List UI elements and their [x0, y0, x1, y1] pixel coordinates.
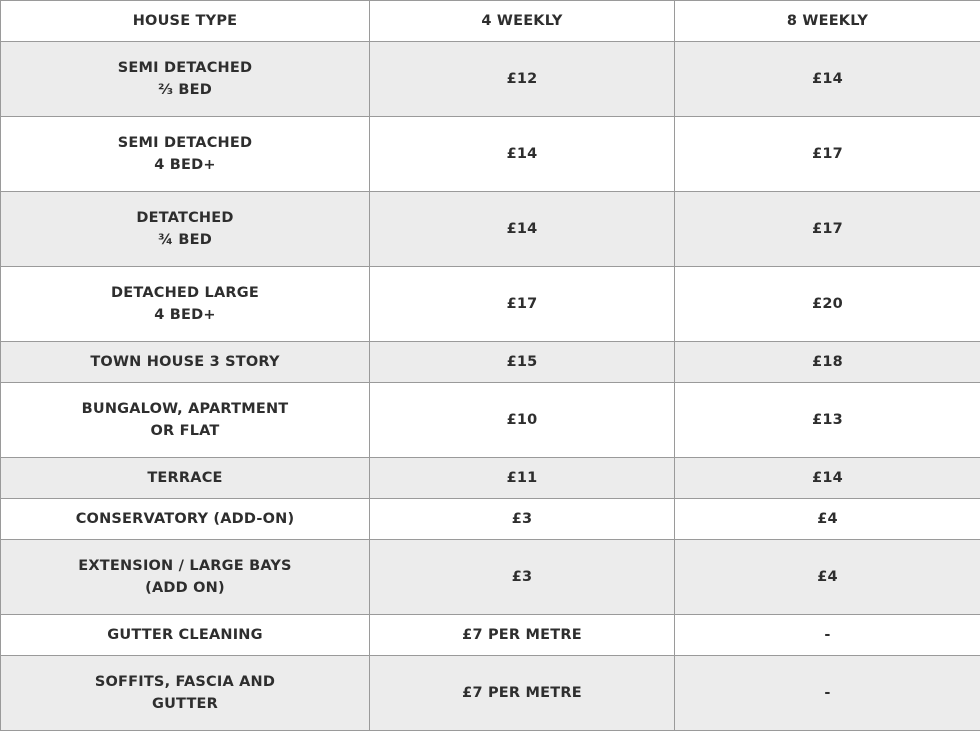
- table-row: [1, 458, 980, 499]
- table-row: [1, 499, 980, 540]
- house-type-line1: BUNGALOW, APARTMENT: [81, 401, 289, 417]
- header-row: [1, 1, 980, 42]
- price-8-weekly: £17: [675, 117, 980, 192]
- house-type-line2: 4 BED+: [154, 157, 216, 173]
- house-type-line2: ¾ BED: [157, 232, 213, 248]
- house-type-cell: [1, 383, 370, 458]
- house-type-cell: [1, 615, 370, 656]
- table-row: [1, 267, 980, 342]
- table-row: [1, 342, 980, 383]
- house-type-line1: CONSERVATORY (ADD-ON): [75, 511, 295, 527]
- house-type-line1: SEMI DETACHED: [117, 135, 253, 151]
- price-4-weekly: £15: [370, 342, 675, 383]
- house-type-line1: SOFFITS, FASCIA AND: [94, 674, 276, 690]
- price-8-weekly: £17: [675, 192, 980, 267]
- house-type-line2: OR FLAT: [150, 423, 220, 439]
- house-type-line1: SEMI DETACHED: [117, 60, 253, 76]
- price-4-weekly: £11: [370, 458, 675, 499]
- house-type-cell: [1, 192, 370, 267]
- house-type-line1: TERRACE: [147, 470, 223, 486]
- price-8-weekly: £14: [675, 458, 980, 499]
- price-4-weekly: £14: [370, 117, 675, 192]
- price-4-weekly: £14: [370, 192, 675, 267]
- header-8-weekly: 8 WEEKLY: [675, 1, 980, 42]
- price-8-weekly: £14: [675, 42, 980, 117]
- price-8-weekly: -: [675, 656, 980, 731]
- table-row: [1, 615, 980, 656]
- price-8-weekly: £4: [675, 540, 980, 615]
- house-type-cell: [1, 267, 370, 342]
- house-type-line2: GUTTER: [151, 696, 219, 712]
- house-type-cell: [1, 499, 370, 540]
- header-4-weekly: 4 WEEKLY: [370, 1, 675, 42]
- price-8-weekly: £18: [675, 342, 980, 383]
- price-4-weekly: £10: [370, 383, 675, 458]
- house-type-line2: 4 BED+: [154, 307, 216, 323]
- price-4-weekly: £3: [370, 499, 675, 540]
- house-type-cell: [1, 656, 370, 731]
- price-4-weekly: £3: [370, 540, 675, 615]
- house-type-cell: [1, 117, 370, 192]
- house-type-line2: ⅔ BED: [157, 82, 213, 98]
- house-type-line1: TOWN HOUSE 3 STORY: [90, 354, 280, 370]
- house-type-line1: DETATCHED: [136, 210, 234, 226]
- house-type-line1: GUTTER CLEANING: [107, 627, 263, 643]
- house-type-cell: [1, 342, 370, 383]
- header-house-type: HOUSE TYPE: [1, 1, 370, 42]
- price-8-weekly: £4: [675, 499, 980, 540]
- house-type-line1: EXTENSION / LARGE BAYS: [78, 558, 292, 574]
- table-body: [1, 42, 980, 731]
- price-4-weekly: £17: [370, 267, 675, 342]
- table-row: [1, 540, 980, 615]
- table-row: [1, 656, 980, 731]
- price-8-weekly: £13: [675, 383, 980, 458]
- table-row: [1, 192, 980, 267]
- table-row: [1, 42, 980, 117]
- price-4-weekly: £7 PER METRE: [370, 656, 675, 731]
- price-4-weekly: £7 PER METRE: [370, 615, 675, 656]
- house-type-cell: [1, 458, 370, 499]
- table-row: [1, 383, 980, 458]
- house-type-cell: [1, 540, 370, 615]
- house-type-line2: (ADD ON): [145, 580, 225, 596]
- price-8-weekly: -: [675, 615, 980, 656]
- price-8-weekly: £20: [675, 267, 980, 342]
- house-type-cell: [1, 42, 370, 117]
- table-row: [1, 117, 980, 192]
- price-4-weekly: £12: [370, 42, 675, 117]
- house-type-line1: DETACHED LARGE: [111, 285, 259, 301]
